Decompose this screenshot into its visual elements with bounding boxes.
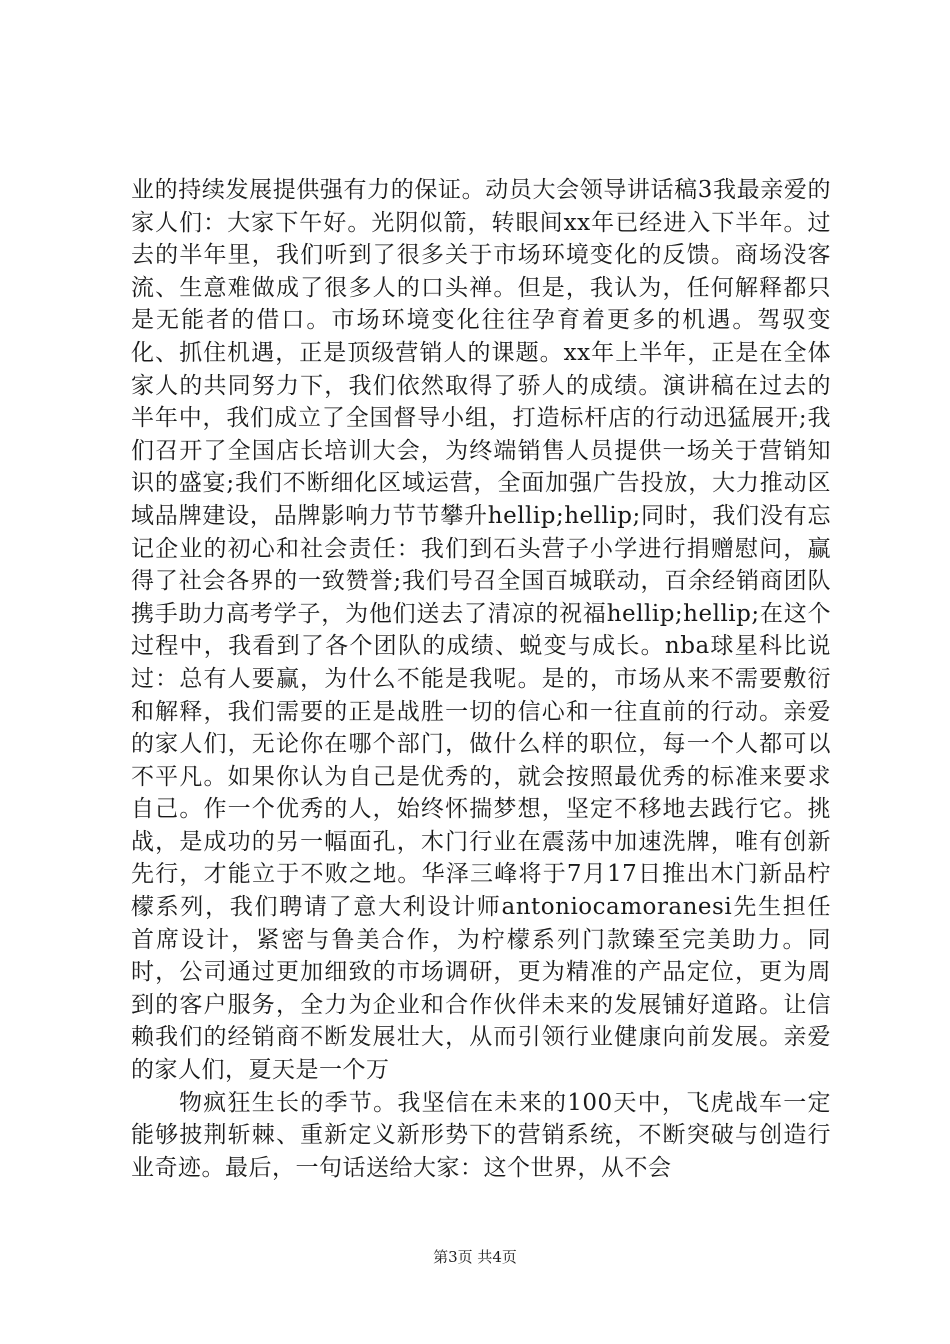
body-text (131, 174, 831, 1184)
paragraph-1: 业的持续发展提供强有力的保证。动员大会领导讲话稿3我最亲爱的家人们：大家下午好。光阴似箭，转眼间xx年已经进入下半年。过去的半年里，我们听到了很多关于市场环境变化的反馈。商场没客流、生意难做成了很多人的口头禅。但是，我认为，任何解释都只是无能者的借口。市场环境变化往往孕育着更多的机遇。驾驭变化、抓住机遇，正是顶级营销人的课题。xx年上半年，正是在全体家人的共同努力下，我们依然取得了骄人的成绩。演讲稿在过去的半年中，我们成立了全国督导小组，打造标杆店的行动迅猛展开;我们召开了全国店长培训大会，为终端销售人员提供一场关于营销知识的盛宴;我们不断细化区域运营，全面加强广告投放，大力推动区域品牌建设，品牌影响力节节攀升hellip;hellip;同时，我们没有忘记企业的初心和社会责任：我们到石头营子小学进行捐赠慰问，赢得了社会各界的一致赞誉;我们号召全国百城联动，百余经销商团队携手助力高考学子，为他们送去了清凉的祝福hellip;hellip;在这个过程中，我看到了各个团队的成绩、蜕变与成长。nba球星科比说过：总有人要赢，为什么不能是我呢。是的，市场从来不需要敷衍和解释，我们需要的正是战胜一切的信心和一往直前的行动。亲爱的家人们，无论你在哪个部门，做什么样的职位，每一个人都可以不平凡。如果你认为自己是优秀的，就会按照最优秀的标准来要求自己。作一个优秀的人，始终怀揣梦想，坚定不移地去践行它。挑战，是成功的另一幅面孔，木门行业在震荡中加速洗牌，唯有创新先行，才能立于不败之地。华泽三峰将于7月17日推出木门新品柠檬系列，我们聘请了意大利设计师antoniocamoranesi先生担任首席设计，紧密与鲁美合作，为柠檬系列门款臻至完美助力。同时，公司通过更加细致的市场调研，更为精准的产品定位，更为周到的客户服务，全力为企业和合作伙伴未来的发展铺好道路。让信赖我们的经销商不断发展壮大，从而引领行业健康向前发展。亲爱的家人们，夏天是一个万 (131, 177, 831, 1084)
paragraph-2: 物疯狂生长的季节。我坚信在未来的100天中，飞虎战车一定能够披荆斩棘、重新定义新形势下的营销系统，不断突破与创造行业奇迹。最后，一句话送给大家：这个世界，从不会 (131, 1089, 831, 1181)
page-number-footer: 第3页 共4页 (433, 1248, 517, 1266)
